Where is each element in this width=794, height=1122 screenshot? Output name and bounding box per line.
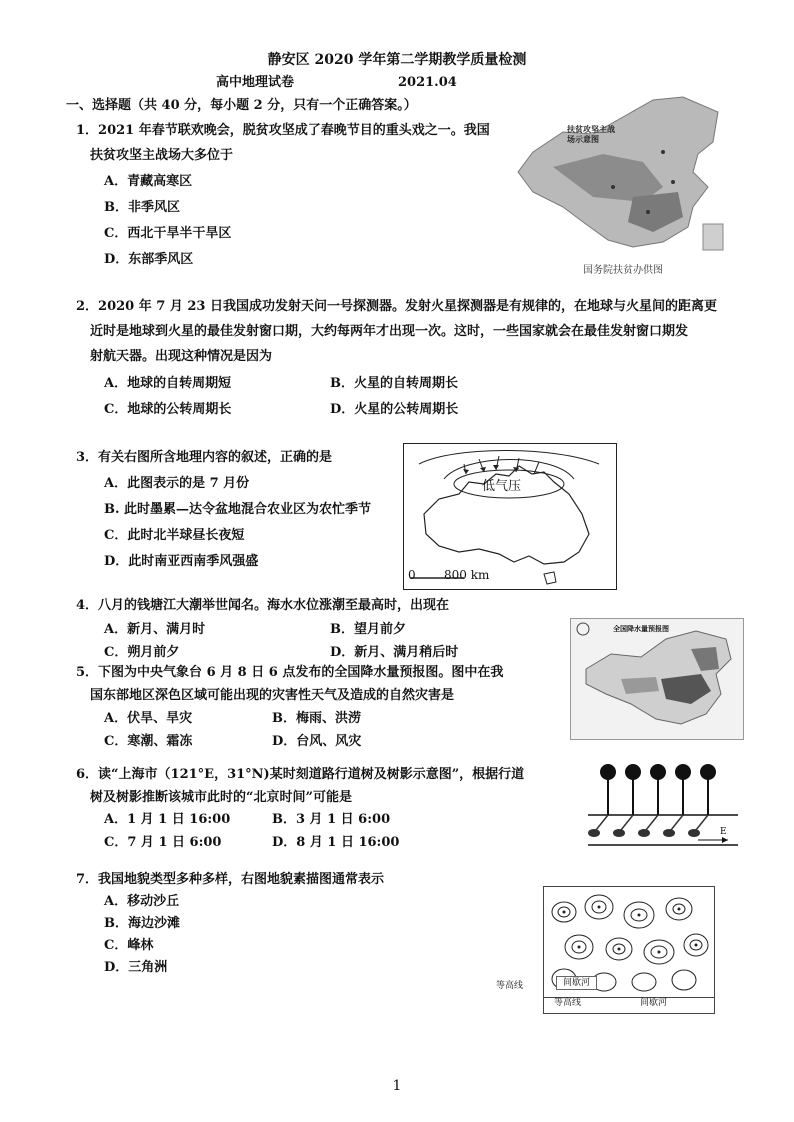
q7-option-a: A．移动沙丘 bbox=[104, 894, 180, 909]
q7-option-b: B．海边沙滩 bbox=[104, 916, 180, 931]
q5-option-c: C．寒潮、霜冻 bbox=[104, 734, 193, 749]
q3-option-c: C．此时北半球昼长夜短 bbox=[104, 528, 245, 543]
q1-poverty-map bbox=[513, 92, 731, 258]
q7-legend-contour: 等高线 bbox=[554, 998, 582, 1008]
q7-landform-sketch bbox=[543, 886, 715, 1014]
q3-scale-zero: 0 bbox=[408, 568, 416, 582]
q1-map-caption: 国务院扶贫办供图 bbox=[583, 265, 663, 276]
q6-option-b: B．3 月 1 日 6:00 bbox=[272, 812, 391, 827]
q7-option-c: C．峰林 bbox=[104, 938, 154, 953]
q2-option-c: C．地球的公转周期长 bbox=[104, 402, 232, 417]
q2-option-a: A．地球的自转周期短 bbox=[104, 376, 232, 391]
q2-option-d: D．火星的公转周期长 bbox=[330, 402, 459, 417]
q6-tree-shadow-diagram bbox=[588, 760, 738, 856]
q3-australia-map bbox=[403, 443, 617, 590]
q5-option-b: B．梅雨、洪涝 bbox=[272, 711, 361, 726]
q2-stem-line1: 2．2020 年 7 月 23 日我国成功发射天问一号探测器。发射火星探测器是有规律的，在地球与火星间的距离更 bbox=[76, 299, 717, 314]
q4-option-a: A．新月、满月时 bbox=[104, 622, 206, 637]
q1-stem-line1: 1．2021 年春节联欢晚会，脱贫攻坚成了春晚节目的重头戏之一。我国 bbox=[76, 123, 490, 138]
q7-stem: 7．我国地貌类型多种多样，右图地貌素描图通常表示 bbox=[76, 872, 385, 887]
q2-stem-line3: 射航天器。出现这种情况是因为 bbox=[90, 349, 273, 364]
q6-stem-line1: 6．读“上海市（121°E，31°N)某时刻道路行道树及树影示意图”，根据行道 bbox=[76, 767, 525, 782]
q3-scale-text: 800 km bbox=[444, 568, 490, 582]
q1-option-d: D．东部季风区 bbox=[104, 252, 194, 267]
q5-option-d: D．台风、风灾 bbox=[272, 734, 362, 749]
q3-option-a: A．此图表示的是 7 月份 bbox=[104, 476, 250, 491]
q5-stem-line2: 国东部地区深色区域可能出现的灾害性天气及造成的自然灾害是 bbox=[90, 688, 455, 703]
section-heading: 一、选择题（共 40 分，每小题 2 分，只有一个正确答案。） bbox=[66, 98, 417, 113]
q2-option-b: B．火星的自转周期长 bbox=[330, 376, 458, 391]
exam-date: 2021.04 bbox=[398, 75, 457, 90]
q1-map-title: 扶贫攻坚主战场示意图 bbox=[567, 124, 615, 144]
q6-option-a: A．1 月 1 日 16:00 bbox=[104, 812, 231, 827]
q3-low-pressure-label: 低气压 bbox=[482, 479, 522, 494]
q5-map-title: 全国降水量预报图 bbox=[613, 624, 669, 633]
page-title: 静安区 2020 学年第二学期教学质量检测 bbox=[267, 52, 527, 68]
q5-option-a: A．伏旱、旱灾 bbox=[104, 711, 193, 726]
q6-east-label: E bbox=[720, 827, 727, 837]
q3-stem: 3．有关右图所含地理内容的叙述，正确的是 bbox=[76, 450, 333, 465]
q7-label-contour: 等高线 bbox=[496, 981, 524, 991]
q3-option-b: B. 此时墨累—达令盆地混合农业区为农忙季节 bbox=[104, 502, 372, 517]
q6-option-d: D．8 月 1 日 16:00 bbox=[272, 835, 400, 850]
q1-stem-line2: 扶贫攻坚主战场大多位于 bbox=[90, 148, 234, 163]
q4-option-d: D．新月、满月稍后时 bbox=[330, 645, 459, 660]
q1-option-b: B．非季风区 bbox=[104, 200, 180, 215]
q5-stem-line1: 5．下图为中央气象台 6 月 8 日 6 点发布的全国降水量预报图。图中在我 bbox=[76, 665, 504, 680]
q7-legend-river: 间歇河 bbox=[640, 998, 668, 1008]
q4-option-b: B．望月前夕 bbox=[330, 622, 406, 637]
q3-option-d: D．此时南亚西南季风强盛 bbox=[104, 554, 259, 569]
q5-precipitation-map bbox=[570, 618, 744, 740]
q6-option-c: C．7 月 1 日 6:00 bbox=[104, 835, 222, 850]
q7-option-d: D．三角洲 bbox=[104, 960, 168, 975]
q1-option-a: A．青藏高寒区 bbox=[104, 174, 193, 189]
q1-option-c: C．西北干旱半干旱区 bbox=[104, 226, 232, 241]
q6-stem-line2: 树及树影推断该城市此时的“北京时间”可能是 bbox=[90, 790, 352, 805]
q2-stem-line2: 近时是地球到火星的最佳发射窗口期，大约每两年才出现一次。这时，一些国家就会在最佳发射窗口期发 bbox=[90, 324, 689, 339]
page-number: 1 bbox=[392, 1078, 402, 1094]
q4-option-c: C．朔月前夕 bbox=[104, 645, 180, 660]
page-subtitle: 高中地理试卷 bbox=[216, 75, 295, 90]
q4-stem: 4．八月的钱塘江大潮举世闻名。海水水位涨潮至最高时，出现在 bbox=[76, 598, 450, 613]
q7-label-river: 间歇河 bbox=[556, 976, 597, 990]
